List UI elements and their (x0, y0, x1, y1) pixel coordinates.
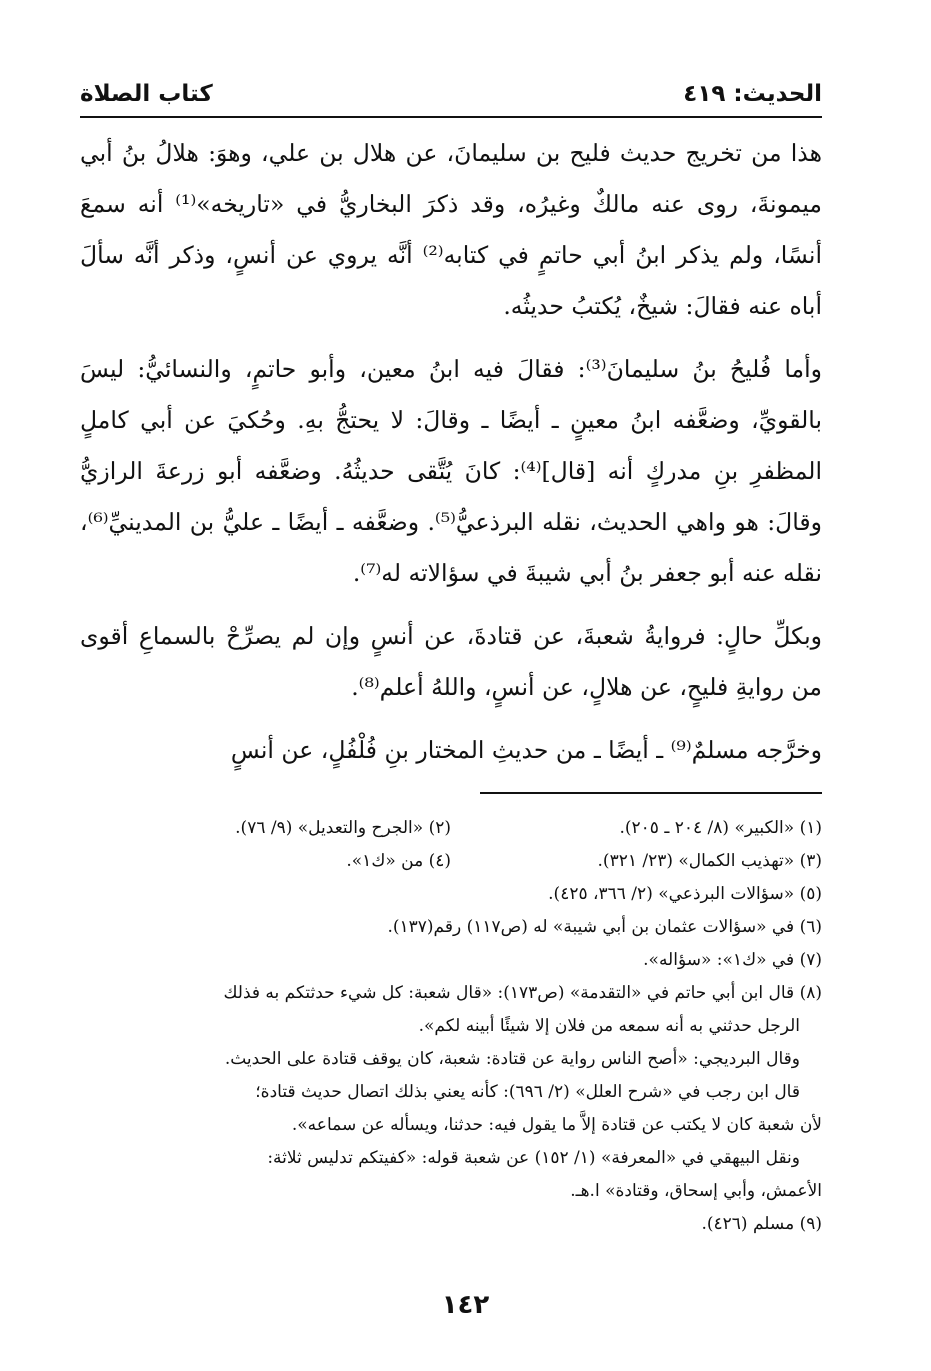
paragraph-4: وخرَّجه مسلمٌ⁽⁹⁾ ـ أيضًا ـ من حديثِ المختار بنِ فُلْفُلٍ، عن أنسٍ (230, 736, 822, 764)
footnote-8-bayhaqi: ونقل البيهقي في «المعرفة» (١/ ١٥٢) عن شعبة قوله: «كفيتكم تدليس ثلاثة: (267, 1148, 800, 1168)
footnote-3: (٣) «تهذيب الكمال» (٢٣/ ٣٢١). (597, 851, 822, 871)
footnote-divider (480, 792, 822, 794)
footnote-5: (٥) «سؤالات البرذعي» (٢/ ٣٦٦، ٤٢٥). (548, 884, 822, 904)
footnote-1: (١) «الكبير» (٨/ ٢٠٤ ـ ٢٠٥). (619, 818, 822, 838)
paragraph-2: وأما فُليحُ بنُ سليمانَ⁽³⁾: فقالَ فيه ابنُ معين، وأبو حاتمٍ، والنسائيُّ: ليسَ بالقويِّ، وضعَّفه ابنُ معينٍ ـ أيضًا ـ وقالَ: لا يحتجُّ بهِ. وحُكيَ عن أبي كاملٍ المظفرِ بنِ مدركٍ أنه [قال]⁽⁴⁾: كانَ يُتَّقى حديثُهُ. وضعَّفه أبو زرعةَ الرازيُّ وقالَ: هو واهي الحديث، نقله البرذعيُّ⁽⁵⁾. وضعَّفه ـ أيضًا ـ عليُّ بن المدينيِّ⁽⁶⁾، نقله عنه أبو جعفر بنُ أبي شيبةَ في سؤالاته له⁽⁷⁾. (80, 355, 822, 587)
paragraph-1: هذا من تخريج حديث فليح بن سليمانَ، عن هلال بن علي، وهوَ: هلالُ بنُ أبي ميمونةَ، روى عنه مالكٌ وغيرُه، وقد ذكرَ البخاريُّ في «تاريخه»⁽¹⁾ أنه سمعَ أنسًا، ولم يذكر ابنُ أبي حاتمٍ في كتابه⁽²⁾ أنَّه يروي عن أنسٍ، وذكر أنَّه سألَ أباه عنه فقالَ: شيخٌ، يُكتبُ حديثُه. (80, 139, 822, 320)
main-text (80, 128, 822, 788)
paragraph-3: وبكلِّ حالٍ: فروايةُ شعبةَ، عن قتادةَ، عن أنسٍ وإن لم يصرِّحْ بالسماعِ أقوى من روايةِ فليحٍ، عن هلالٍ، عن أنسٍ، واللهُ أعلم⁽⁸⁾. (80, 622, 822, 701)
footnote-row (80, 845, 822, 878)
footnote-6: (٦) في «سؤالات عثمان بن أبي شيبة» له (ص١١٧) رقم(١٣٧). (387, 917, 822, 937)
footnote-8-line-2: الرجل حدثني به أنه سمعه من فلان إلا شيئًا أبينه لكم». (418, 1016, 800, 1036)
header-divider (80, 116, 822, 118)
footnote-row (80, 812, 822, 845)
footnote-4: (٤) من «ك١». (346, 851, 451, 871)
footnote-8-ibn-rajab: قال ابن رجب في «شرح العلل» (٢/ ٦٩٦): كأنه يعني بذلك اتصال حديث قتادة؛ (255, 1082, 800, 1102)
hadith-number-label: الحديث: ٤١٩ (683, 81, 822, 107)
page-number: ١٤٢ (441, 1290, 490, 1320)
footnote-8-ibn-rajab-cont: لأن شعبة كان لا يكتب عن قتادة إلاَّ ما يقول فيه: حدثنا، ويسأله عن سماعه». (291, 1115, 822, 1135)
footnote-8-bardiji: وقال البرديجي: «أصح الناس رواية عن قتادة: شعبة، كان يوقف قتادة على الحديث. (224, 1049, 800, 1069)
running-header (80, 76, 822, 112)
footnotes (80, 812, 822, 1241)
footnote-7: (٧) في «ك١»: «سؤاله». (643, 950, 822, 970)
footnote-8-line-1: (٨) قال ابن أبي حاتم في «التقدمة» (ص١٧٣): «قال شعبة: كل شيء حدثتكم به فذلك (223, 983, 822, 1003)
footnote-9: (٩) مسلم (٤٢٦). (701, 1214, 822, 1234)
footnote-8-bayhaqi-cont: الأعمش، وأبي إسحاق، وقتادة» ا.هـ. (570, 1181, 822, 1201)
footnote-2: (٢) «الجرح والتعديل» (٩/ ٧٦). (235, 818, 451, 838)
book-title: كتاب الصلاة (80, 81, 213, 107)
